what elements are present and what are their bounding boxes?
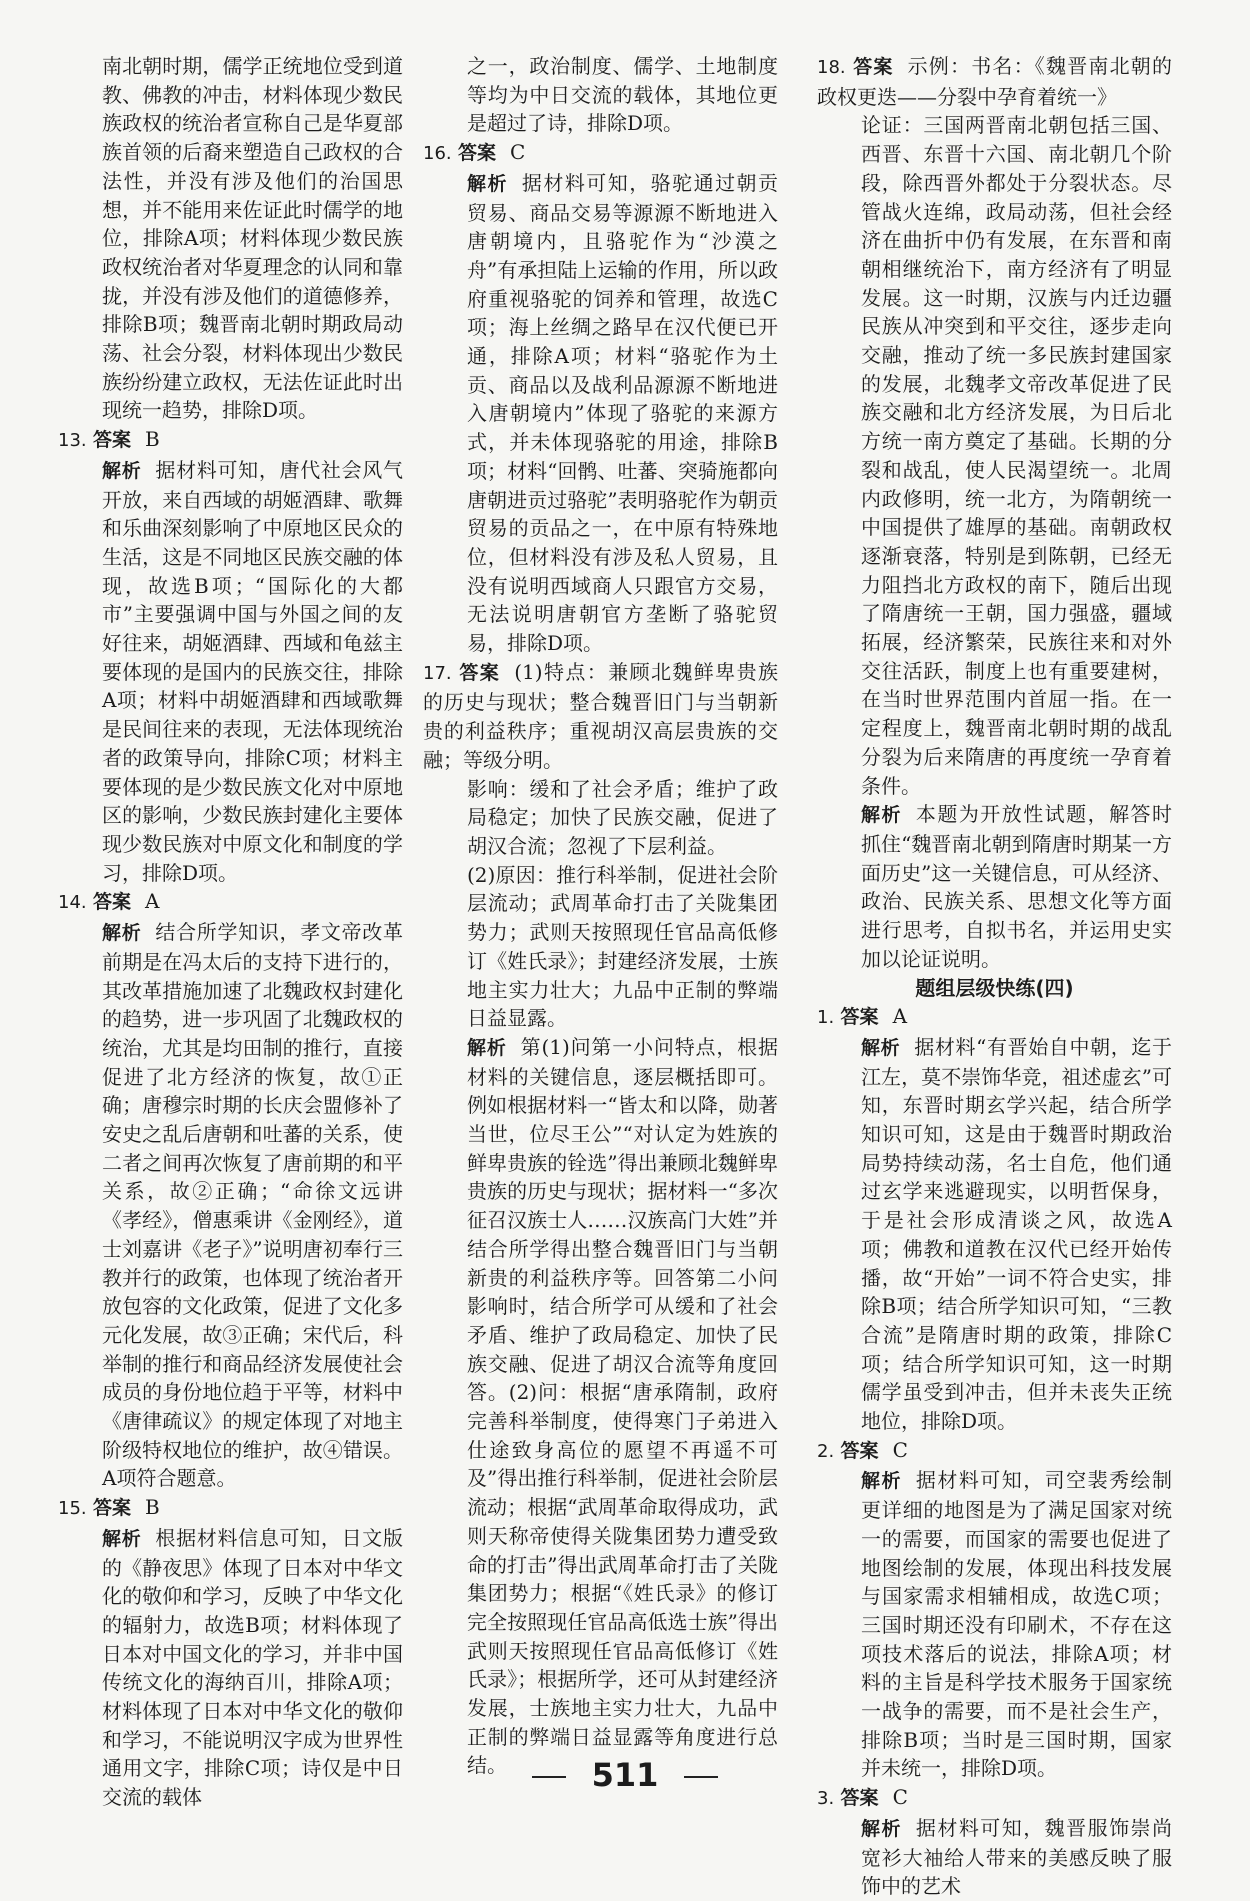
explanation-keyword: 解析 <box>861 1817 902 1840</box>
text-column-left <box>58 52 403 1810</box>
answer-heading <box>817 52 1172 111</box>
explanation-keyword: 解析 <box>861 1036 901 1059</box>
explanation-paragraph <box>423 1033 778 1780</box>
page-number: 511 <box>591 1756 659 1794</box>
answer-heading <box>817 1436 1172 1467</box>
answer-keyword: 答案 <box>853 56 894 78</box>
answer-text: B <box>145 427 160 452</box>
paragraph-text: 影响：缓和了社会矛盾；维护了政局稳定；加快了民族交融，促进了胡汉合流；忽视了下层利益。 <box>467 776 778 858</box>
answer-text: C <box>892 1785 908 1810</box>
answer-paragraph <box>423 775 778 861</box>
explanation-paragraph <box>423 169 778 658</box>
answer-paragraph <box>817 111 1172 800</box>
answer-heading <box>58 1493 403 1524</box>
explanation-paragraph <box>817 800 1172 973</box>
explanation-keyword: 解析 <box>102 1527 142 1550</box>
answer-keyword: 答案 <box>459 661 501 684</box>
answer-heading <box>58 425 403 456</box>
answer-text: A <box>892 1004 908 1029</box>
answer-keyword: 答案 <box>840 1006 879 1029</box>
paragraph-text: 据材料“有晋始自中朝，迄于江左，莫不崇饰华竞，祖述虚玄”可知，东晋时期玄学兴起，结合所学知识可知，这是由于魏晋时期政治局势持续动荡，名士自危，他们通过玄学来逃避现实，以明哲保身，于是社会形成清谈之风，故选A项；佛教和道教在汉代已经开始传播，故“开始”一词不符合史实，排除B项；结合所学知识可知，“三教合流”是隋唐时期的政策，排除C项；结合所学知识可知，这一时期儒学虽受到冲击，但并未丧失正统地位，排除D项。 <box>861 1034 1172 1434</box>
paragraph-text: 据材料可知，司空裴秀绘制更详细的地图是为了满足国家对统一的需要，而国家的需要也促进了地图绘制的发展，体现出科技发展与国家需求相辅相成，故选C项；三国时期还没有印刷术，不存在这项技术落后的说法，排除A项；材料的主旨是科学技术服务于国家统一战争的需要，而不是社会生产，排除B项；当时是三国时期，国家并未统一，排除D项。 <box>861 1468 1172 1781</box>
explanation-paragraph <box>817 1466 1172 1783</box>
answer-paragraph <box>423 861 778 1033</box>
question-number: 16. <box>423 143 452 165</box>
paragraph-text: 据材料可知，骆驼通过朝贡贸易、商品交易等源源不断地进入唐朝境内，且骆驼作为“沙漠之舟”有承担陆上运输的作用，所以政府重视骆驼的饲养和管理，故选C项；海上丝绸之路早在汉代便已开通，排除A项；材料“骆驼作为土贡、商品以及战利品源源不断地进入唐朝境内”体现了骆驼的来源方式，并未体现骆驼的用途，排除B项；材料“回鹘、吐蕃、突骑施都向唐朝进贡过骆驼”表明骆驼作为朝贡贸易的贡品之一，在中原有特殊地位，但材料没有涉及私人贸易，且没有说明西域商人只跟官方交易，无法说明唐朝官方垄断了骆驼贸易，排除D项。 <box>467 170 778 656</box>
answer-heading <box>423 658 778 775</box>
footer-dash-right <box>684 1776 718 1778</box>
answer-heading <box>58 887 403 918</box>
explanation-paragraph <box>817 1033 1172 1436</box>
answer-text: C <box>892 1437 908 1462</box>
paragraph-text: 根据材料信息可知，日文版的《静夜思》体现了日本对中华文化的敬仰和学习，反映了中华文化的辐射力，故选B项；材料体现了日本对中国文化的学习，并非中国传统文化的海纳百川，排除A项；材料体现了日本对中华文化的敬仰和学习，不能说明汉字成为世界性通用文字，排除C项；诗仅是中日交流的载体 <box>102 1525 403 1810</box>
paragraph-text: (2)原因：推行科举制，促进社会阶层流动；武周革命打击了关陇集团势力；武则天按照现任官品高低修订《姓氏录》；封建经济发展，士族地主实力壮大；九品中正制的弊端日益显露。 <box>467 862 778 1031</box>
answer-keyword: 答案 <box>458 142 497 165</box>
paragraph-text: 据材料可知，魏晋服饰崇尚宽衫大袖给人带来的美感反映了服饰中的艺术 <box>861 1815 1172 1899</box>
explanation-keyword: 解析 <box>102 459 142 482</box>
explanation-paragraph <box>817 1814 1172 1901</box>
question-number: 13. <box>58 430 87 452</box>
explanation-keyword: 解析 <box>861 1470 902 1493</box>
explanation-paragraph <box>58 456 403 888</box>
text-column-right <box>817 52 1172 1899</box>
explanation-paragraph <box>58 918 403 1493</box>
paragraph-text: 论证：三国两晋南北朝包括三国、西晋、东晋十六国、南北朝几个阶段，除西晋外都处于分裂状态。尽管战火连绵，政局动荡，但社会经济在曲折中仍有发展，在东晋和南朝相继统治下，南方经济有了明显发展。这一时期，汉族与内迁边疆民族从冲突到和平交往，逐步走向交融，推动了统一多民族封建国家的发展，北魏孝文帝改革促进了民族交融和北方经济发展，为日后北方统一南方奠定了基础。长期的分裂和战乱，使人民渴望统一。北周内政修明，统一北方，为隋朝统一中国提供了雄厚的基础。南朝政权逐渐衰落，特别是到陈朝，已经无力阻挡北方政权的南下，随后出现了隋唐统一王朝，国力强盛，疆域拓展，经济繁荣，民族往来和对外交往活跃，制度上也有重要建树，在当时世界范围内首屈一指。在一定程度上，魏晋南北朝时期的战乱分裂为后来隋唐的再度统一孕育着条件。 <box>861 113 1172 798</box>
question-number: 14. <box>58 892 87 914</box>
question-number: 18. <box>817 57 846 78</box>
explanation-keyword: 解析 <box>467 172 508 195</box>
answer-keyword: 答案 <box>93 891 132 914</box>
answer-text: A <box>145 889 160 914</box>
explanation-keyword: 解析 <box>102 922 142 945</box>
answer-keyword: 答案 <box>840 1439 879 1462</box>
question-number: 17. <box>423 662 452 684</box>
explanation-keyword: 解析 <box>467 1036 507 1059</box>
page-footer <box>0 1756 1250 1794</box>
footer-dash-left <box>532 1776 566 1778</box>
question-number: 3. <box>817 1788 835 1810</box>
answer-heading <box>423 138 778 169</box>
paragraph-text: 结合所学知识，孝文帝改革前期是在冯太后的支持下进行的，其改革措施加速了北魏政权封建化的趋势，进一步巩固了北魏政权的统治，尤其是均田制的推行，直接促进了北方经济的恢复，故①正确；唐穆宗时期的长庆会盟修补了安史之乱后唐朝和吐蕃的关系，使二者之间再次恢复了唐前期的和平关系，故②正确；“命徐文远讲《孝经》，僧惠乘讲《金刚经》，道士刘嘉讲《老子》”说明唐初奉行三教并行的政策，也体现了统治者开放包容的文化政策，促进了文化多元化发展，故③正确；宋代后，科举制的推行和商品经济发展使社会成员的身份地位趋于平等，材料中《唐律疏议》的规定体现了对地主阶级特权地位的维护，故④错误。A项符合题意。 <box>102 920 403 1491</box>
question-number: 2. <box>817 1440 835 1462</box>
answer-keyword: 答案 <box>840 1787 879 1810</box>
question-number: 1. <box>817 1007 835 1029</box>
answer-keyword: 答案 <box>93 1497 132 1520</box>
paragraph-text: 第(1)问第一小问特点，根据材料的关键信息，逐层概括即可。例如根据材料一“皆太和以降，勋著当世，位尽王公”“对认定为姓族的鲜卑贵族的铨选”得出兼顾北魏鲜卑贵族的历史与现状；据材料一“多次征召汉族士人……汉族高门大姓”并结合所学得出整合魏晋旧门与当朝新贵的利益秩序等。回答第二小问影响时，结合所学可从缓和了社会矛盾、维护了政局稳定、加快了民族交融、促进了胡汉合流等角度回答。(2)问：根据“唐承隋制，政府完善科举制度，使得寒门子弟进入仕途致身高位的愿望不再遥不可及”得出推行科举制，促进社会阶层流动；根据“武周革命取得成功，武则天称帝使得关陇集团势力遭受致命的打击”得出武周革命打击了关陇集团势力；根据“《姓氏录》的修订完全按照现任官品高低选士族”得出武则天按照现任官品高低修订《姓氏录》；根据所学，还可从封建经济发展，士族地主实力壮大，九品中正制的弊端日益显露等角度进行总结。 <box>467 1034 778 1778</box>
answer-text: (1)特点：兼顾北魏鲜卑贵族的历史与现状；整合魏晋旧门与当朝新贵的利益秩序；重视胡汉高层贵族的交融；等级分明。 <box>423 659 778 772</box>
paragraph-text: 本题为开放性试题，解答时抓住“魏晋南北朝到隋唐时期某一方面历史”这一关键信息，可从经济、政治、民族关系、思想文化等方面进行思考，自拟书名，并运用史实加以论证说明。 <box>861 802 1172 971</box>
answer-text: B <box>145 1495 160 1520</box>
continued-paragraph: 之一，政治制度、儒学、土地制度等均为中日交流的载体，其地位更是超过了诗，排除D项。 <box>467 54 778 136</box>
question-number: 15. <box>58 1498 87 1520</box>
answer-heading <box>817 1002 1172 1033</box>
answer-text: 示例：书名：《魏晋南北朝的政权更迭——分裂中孕育着统一》 <box>817 54 1172 109</box>
paragraph-text: 据材料可知，唐代社会风气开放，来自西域的胡姬酒肆、歌舞和乐曲深刻影响了中原地区民众的生活，这是不同地区民族交融的体现，故选B项；“国际化的大都市”主要强调中国与外国之间的友好往来，胡姬酒肆、西域和龟兹主要体现的是国内的民族交往，排除A项；材料中胡姬酒肆和西域歌舞是民间往来的表现，无法体现统治者的政策导向，排除C项；材料主要体现的是少数民族文化对中原地区的影响，少数民族封建化主要体现少数民族对中原文化和制度的学习，排除D项。 <box>102 457 403 885</box>
explanation-keyword: 解析 <box>861 804 902 827</box>
answer-keyword: 答案 <box>93 429 132 452</box>
section-heading: 题组层级快练(四) <box>915 975 1074 1000</box>
continued-paragraph: 南北朝时期，儒学正统地位受到道教、佛教的冲击，材料体现少数民族政权的统治者宣称自己是华夏部族首领的后裔来塑造自己政权的合法性，并没有涉及他们的治国思想，并不能用来佐证此时儒学的地位，排除A项；材料体现少数民族政权统治者对华夏理念的认同和靠拢，并没有涉及他们的道德修养，排除B项；魏晋南北朝时期政局动荡、社会分裂，材料体现出少数民族纷纷建立政权，无法佐证此时出现统一趋势，排除D项。 <box>102 54 403 423</box>
answer-text: C <box>510 140 526 165</box>
